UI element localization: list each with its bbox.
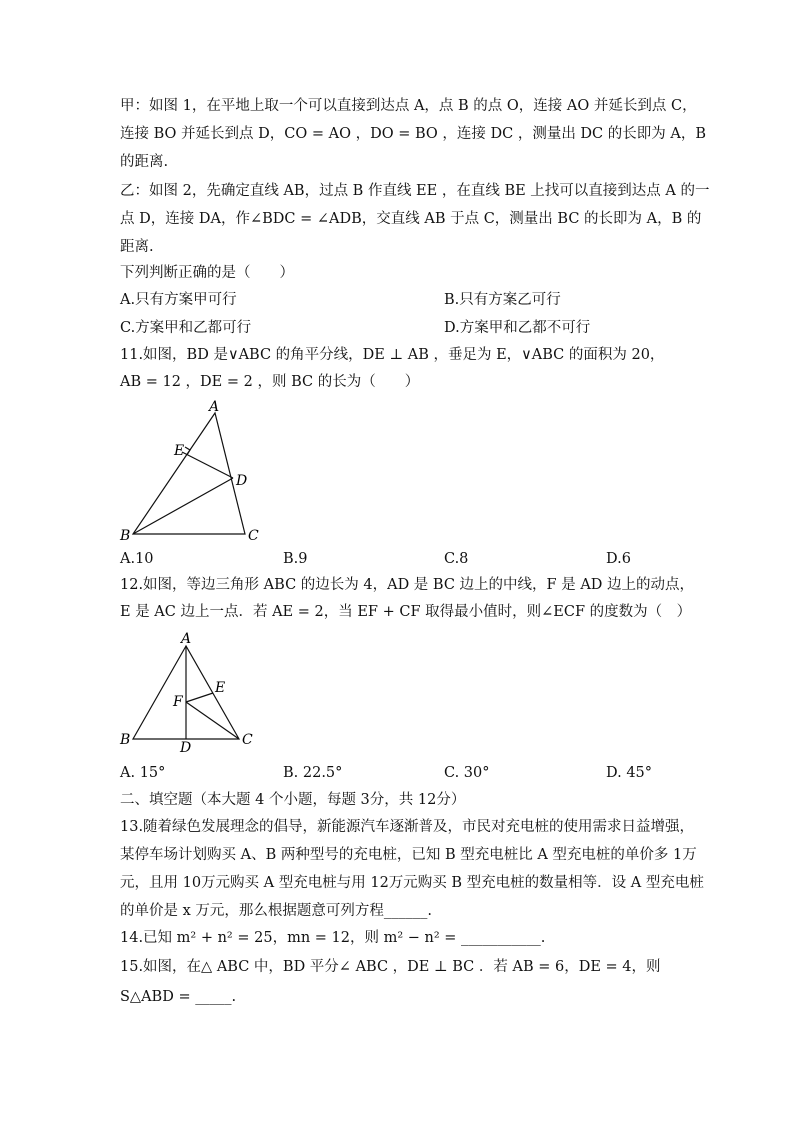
- q13-line-1: 13.随着绿色发展理念的倡导，新能源汽车逐渐普及，市民对充电桩的使用需求日益增强，: [120, 819, 695, 835]
- q10-option-d: D.方案甲和乙都不可行: [444, 320, 591, 336]
- q12-label-a: A: [181, 631, 192, 647]
- q10-option-c: C.方案甲和乙都可行: [120, 320, 252, 336]
- q15-line-2: S△ABD = _____.: [120, 989, 237, 1005]
- q12-option-c: C. 30°: [444, 765, 490, 781]
- q12-stem-line-2: E 是 AC 边上一点．若 AE = 2，当 EF + CF 取得最小值时，则∠ECF 的度数为（ ）: [120, 604, 692, 620]
- q11-label-d: D: [236, 473, 248, 489]
- q11-option-c: C.8: [444, 551, 469, 567]
- q11-option-b: B.9: [283, 551, 308, 567]
- q11-stem-line-2: AB = 12 ，DE = 2 ，则 BC 的长为（ ）: [120, 374, 420, 390]
- yi-line-3: 距离.: [120, 239, 154, 255]
- q11-option-a: A.10: [120, 551, 154, 567]
- yi-line-1: 乙：如图 2，先确定直线 AB，过点 B 作直线 EE ，在直线 BE 上找可以直接到达点 A 的一: [120, 183, 710, 199]
- q12-label-b: B: [120, 732, 131, 748]
- q12-option-b: B. 22.5°: [283, 765, 343, 781]
- q10-option-b: B.只有方案乙可行: [444, 292, 561, 308]
- q11-label-e: E: [174, 443, 185, 459]
- q11-option-d: D.6: [606, 551, 631, 567]
- jia-line-2: 连接 BO 并延长到点 D，CO = AO ，DO = BO ，连接 DC ，测量出 DC 的长即为 A，B: [120, 126, 706, 142]
- q14-line: 14.已知 m² + n² = 25，mn = 12，则 m² − n² = ___________.: [120, 930, 546, 946]
- q12-label-c: C: [242, 732, 253, 748]
- q11-stem-line-1: 11.如图，BD 是∨ABC 的角平分线，DE ⊥ AB ，垂足为 E，∨ABC 的面积为 20，: [120, 347, 665, 363]
- yi-line-2: 点 D，连接 DA，作∠BDC = ∠ADB，交直线 AB 于点 C，测量出 BC 的长即为 A，B 的: [120, 211, 702, 227]
- q10-option-a: A.只有方案甲可行: [120, 292, 237, 308]
- q12-label-f: F: [173, 694, 183, 710]
- q10-stem: 下列判断正确的是（ ）: [120, 265, 294, 281]
- q11-label-a: A: [209, 399, 220, 415]
- q12-label-d: D: [180, 740, 192, 756]
- q12-option-a: A. 15°: [120, 765, 166, 781]
- q12-option-d: D. 45°: [606, 765, 653, 781]
- q13-line-2: 某停车场计划购买 A、B 两种型号的充电桩，已知 B 型充电桩比 A 型充电桩的单价多 1万: [120, 847, 697, 863]
- q13-line-4: 的单价是 x 万元，那么根据题意可列方程______.: [120, 903, 433, 919]
- q12-stem-line-1: 12.如图，等边三角形 ABC 的边长为 4，AD 是 BC 边上的中线，F 是 AD 边上的动点，: [120, 577, 695, 593]
- jia-line-1: 甲：如图 1，在平地上取一个可以直接到达点 A，点 B 的点 O，连接 AO 并延长到点 C，: [120, 98, 697, 114]
- section-2-heading: 二、填空题（本大题 4 个小题，每题 3分，共 12分）: [120, 792, 466, 808]
- jia-line-3: 的距离.: [120, 154, 169, 170]
- q11-label-b: B: [120, 528, 131, 544]
- q11-label-c: C: [248, 528, 259, 544]
- q13-line-3: 元，且用 10万元购买 A 型充电桩与用 12万元购买 B 型充电桩的数量相等．设 A 型充电桩: [120, 875, 704, 891]
- q12-label-e: E: [215, 680, 226, 696]
- q15-line-1: 15.如图，在△ ABC 中，BD 平分∠ ABC ，DE ⊥ BC ．若 AB = 6，DE = 4，则: [120, 959, 661, 975]
